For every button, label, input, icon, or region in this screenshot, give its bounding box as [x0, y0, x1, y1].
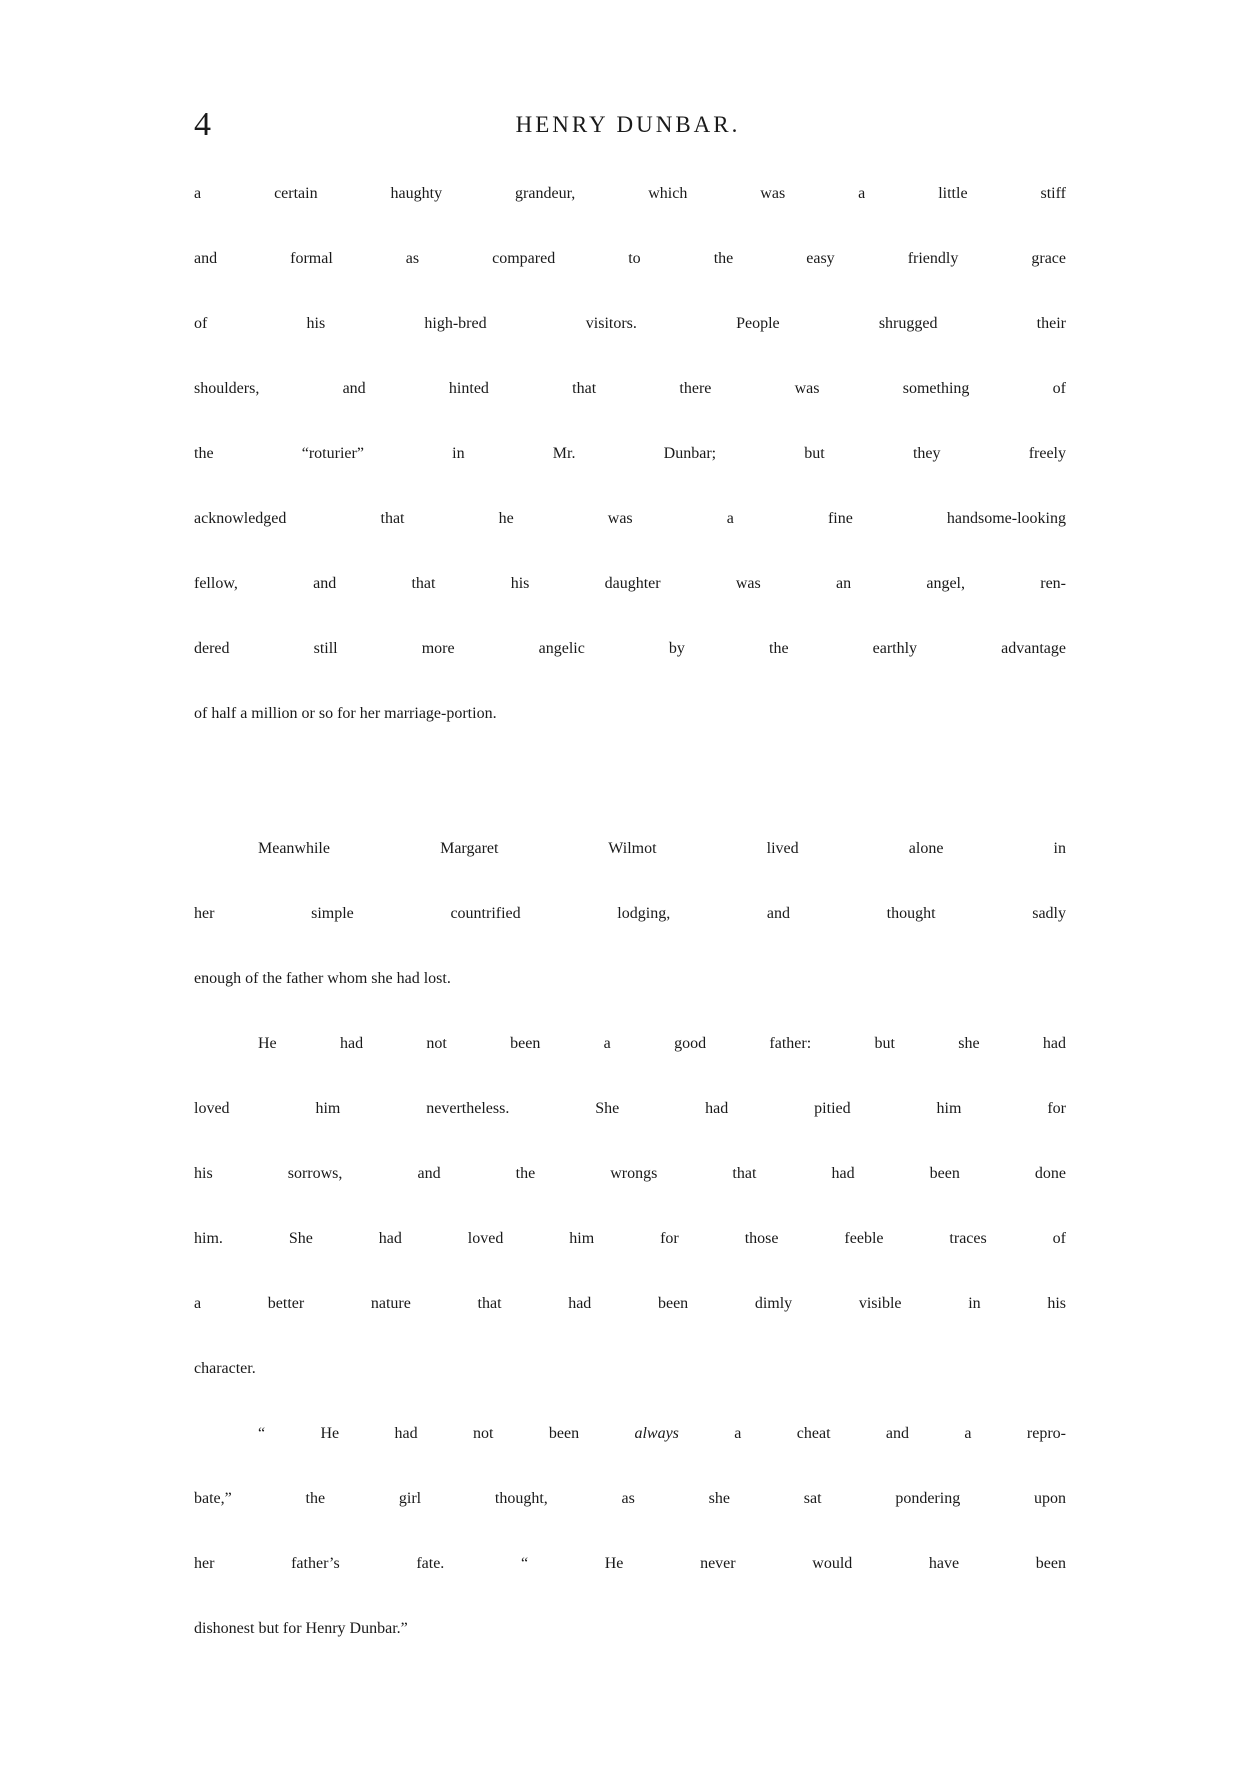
continued-paragraph: [194, 185, 1066, 770]
running-head: [192, 100, 1064, 150]
quote-text: a cheat and a repro-: [678, 1425, 1066, 1442]
text-line: Meanwhile Margaret Wilmot lived alone in: [258, 840, 1066, 857]
text-line: him. She had loved him for those feeble traces of: [194, 1230, 1066, 1247]
text-line: a better nature that had been dimly visible in his: [194, 1295, 1066, 1312]
text-line: a certain haughty grandeur, which was a little stiff: [194, 185, 1066, 202]
text-line: loved him nevertheless. She had pitied him for: [194, 1100, 1066, 1117]
text-line: dered still more angelic by the earthly advantage: [194, 640, 1066, 657]
quote-text: “ He had not been: [258, 1425, 635, 1442]
text-line: and formal as compared to the easy friendly grace: [194, 250, 1066, 267]
text-line: bate,” the girl thought, as she sat pondering upon: [194, 1490, 1066, 1507]
text-line: dishonest but for Henry Dunbar.”: [194, 1620, 408, 1637]
paragraph-margaret: [194, 840, 1066, 1035]
text-line: enough of the father whom she had lost.: [194, 970, 451, 987]
text-line: character.: [194, 1360, 256, 1377]
section-two: [194, 840, 1066, 1685]
text-line: of his high-bred visitors. People shrugged their: [194, 315, 1066, 332]
text-line: shoulders, and hinted that there was something of: [194, 380, 1066, 397]
text-line: He had not been a good father: but she had: [258, 1035, 1066, 1052]
paragraph-quote: [194, 1425, 1066, 1685]
text-line: of half a million or so for her marriage-portion.: [194, 705, 497, 722]
text-line: acknowledged that he was a fine handsome-looking: [194, 510, 1066, 527]
emphasized-word: always: [634, 1425, 679, 1442]
text-line: his sorrows, and the wrongs that had been done: [194, 1165, 1066, 1182]
paragraph-father: [194, 1035, 1066, 1425]
text-line: [194, 1425, 1066, 1490]
running-title: HENRY DUNBAR.: [515, 112, 741, 137]
text-line: fellow, and that his daughter was an angel, ren-: [194, 575, 1066, 592]
text-line: the “roturier” in Mr. Dunbar; but they freely: [194, 445, 1066, 462]
text-line: her simple countrified lodging, and thought sadly: [194, 905, 1066, 922]
text-line: her father’s fate. “ He never would have been: [194, 1555, 1066, 1572]
page-number: 4: [194, 106, 211, 143]
